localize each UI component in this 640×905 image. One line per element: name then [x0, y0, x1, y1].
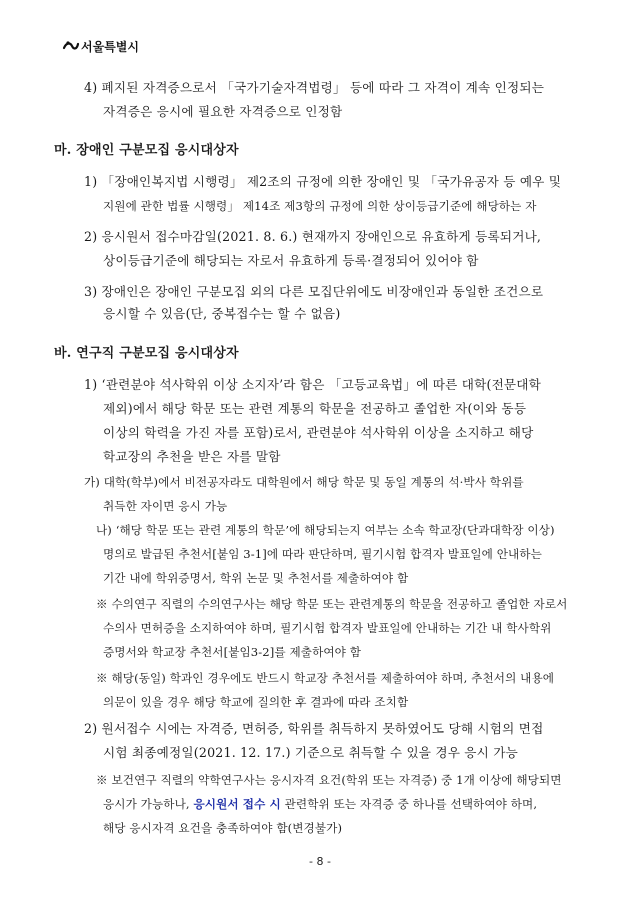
ba-note2-line2: 의문이 있을 경우 해당 학교에 질의한 후 결과에 따라 조치함	[103, 695, 409, 709]
ba-item1-line4: 학교장의 추천을 받은 자를 말함	[103, 449, 281, 464]
seoul-logo-icon	[62, 39, 80, 55]
ba-item1-line2: 제외)에서 해당 학문 또는 관련 계통의 학문을 전공하고 졸업한 자(이와 동등	[103, 401, 527, 416]
ba-item1-line1: 1) ‘관련분야 석사학위 이상 소지자’라 함은 「고등교육법」에 따른 대학(전문대학	[84, 377, 542, 392]
note3-line2-post: 관련학위 또는 자격증 중 하나를 선택하여야 하며,	[280, 797, 538, 811]
ba-item1-na-line2: 명의로 발급된 추천서[붙임 3-1]에 따라 판단하며, 필기시험 합격자 발표일에 안내하는	[103, 547, 542, 561]
ma-item3-line2: 응시할 수 있음(단, 중복접수는 할 수 없음)	[103, 306, 341, 321]
ba-item1-ga-line1: 가) 대학(학부)에서 비전공자라도 대학원에서 해당 학문 및 동일 계통의 석·박사 학위를	[84, 475, 524, 489]
ba-item1-ga-line2: 취득한 자이면 응시 가능	[103, 499, 228, 513]
ba-item1-na-line3: 기간 내에 학위증명서, 학위 논문 및 추천서를 제출하여야 함	[103, 571, 409, 585]
ma-item1-line2: 지원에 관한 법률 시행령」 제14조 제3항의 규정에 의한 상이등급기준에 해당하는 자	[103, 199, 537, 213]
section-ba-heading: 바. 연구직 구분모집 응시대상자	[54, 346, 239, 361]
org-name: 서울특별시	[81, 40, 139, 54]
item4-line2: 자격증은 응시에 필요한 자격증으로 인정함	[103, 104, 343, 119]
ma-item1-line1: 1) 「장애인복지법 시행령」 제2조의 규정에 의한 장애인 및 「국가유공자 등 예우 및	[84, 174, 562, 189]
note3-line2-pre: 응시가 가능하나,	[103, 797, 194, 811]
ba-note1-line1: ※ 수의연구 직렬의 수의연구사는 해당 학문 또는 관련계통의 학문을 전공하고 졸업한 자로서	[96, 597, 568, 611]
ba-item1-na-line1: 나) ‘해당 학문 또는 관련 계통의 학문’에 해당되는지 여부는 소속 학교장(단과대학장 이상)	[96, 523, 555, 537]
seoul-logo	[62, 38, 139, 55]
section-ma-heading: 마. 장애인 구분모집 응시대상자	[54, 143, 239, 158]
ba-note1-line2: 수의사 면허증을 소지하여야 하며, 필기시험 합격자 발표일에 안내하는 기간 내 학사학위	[103, 621, 552, 635]
item4-line1: 4) 폐지된 자격증으로서 「국가기술자격법령」 등에 따라 그 자격이 계속 인정되는	[84, 80, 545, 95]
ba-note3-line3: 해당 응시자격 요건을 충족하여야 함(변경불가)	[103, 821, 343, 835]
ba-note3-line2	[103, 796, 537, 812]
ba-item1-line3: 이상의 학력을 가진 자를 포함)로서, 관련분야 석사학위 이상을 소지하고 해당	[103, 425, 534, 440]
ba-note1-line3: 증명서와 학교장 추천서[붙임3-2]를 제출하여야 함	[103, 645, 362, 659]
ba-item2-line2: 시험 최종예정일(2021. 12. 17.) 기준으로 취득할 수 있을 경우 응시 가능	[103, 745, 518, 760]
ma-item3-line1: 3) 장애인은 장애인 구분모집 외의 다른 모집단위에도 비장애인과 동일한 조건으로	[84, 284, 544, 299]
page-number: - 8 -	[309, 855, 331, 868]
ba-item2-line1: 2) 원서접수 시에는 자격증, 면허증, 학위를 취득하지 못하였어도 당해 시험의 면접	[84, 721, 544, 736]
ba-note3-line1: ※ 보건연구 직렬의 약학연구사는 응시자격 요건(학위 또는 자격증) 중 1개 이상에 해당되면	[96, 773, 562, 787]
note3-highlight: 응시원서 접수 시	[193, 797, 281, 811]
ma-item2-line2: 상이등급기준에 해당되는 자로서 유효하게 등록·결정되어 있어야 함	[103, 253, 479, 268]
ma-item2-line1: 2) 응시원서 접수마감일(2021. 8. 6.) 현재까지 장애인으로 유효하게 등록되거나,	[84, 229, 542, 244]
ba-note2-line1: ※ 해당(동일) 학과인 경우에도 반드시 학교장 추천서를 제출하여야 하며, 추천서의 내용에	[96, 671, 555, 685]
